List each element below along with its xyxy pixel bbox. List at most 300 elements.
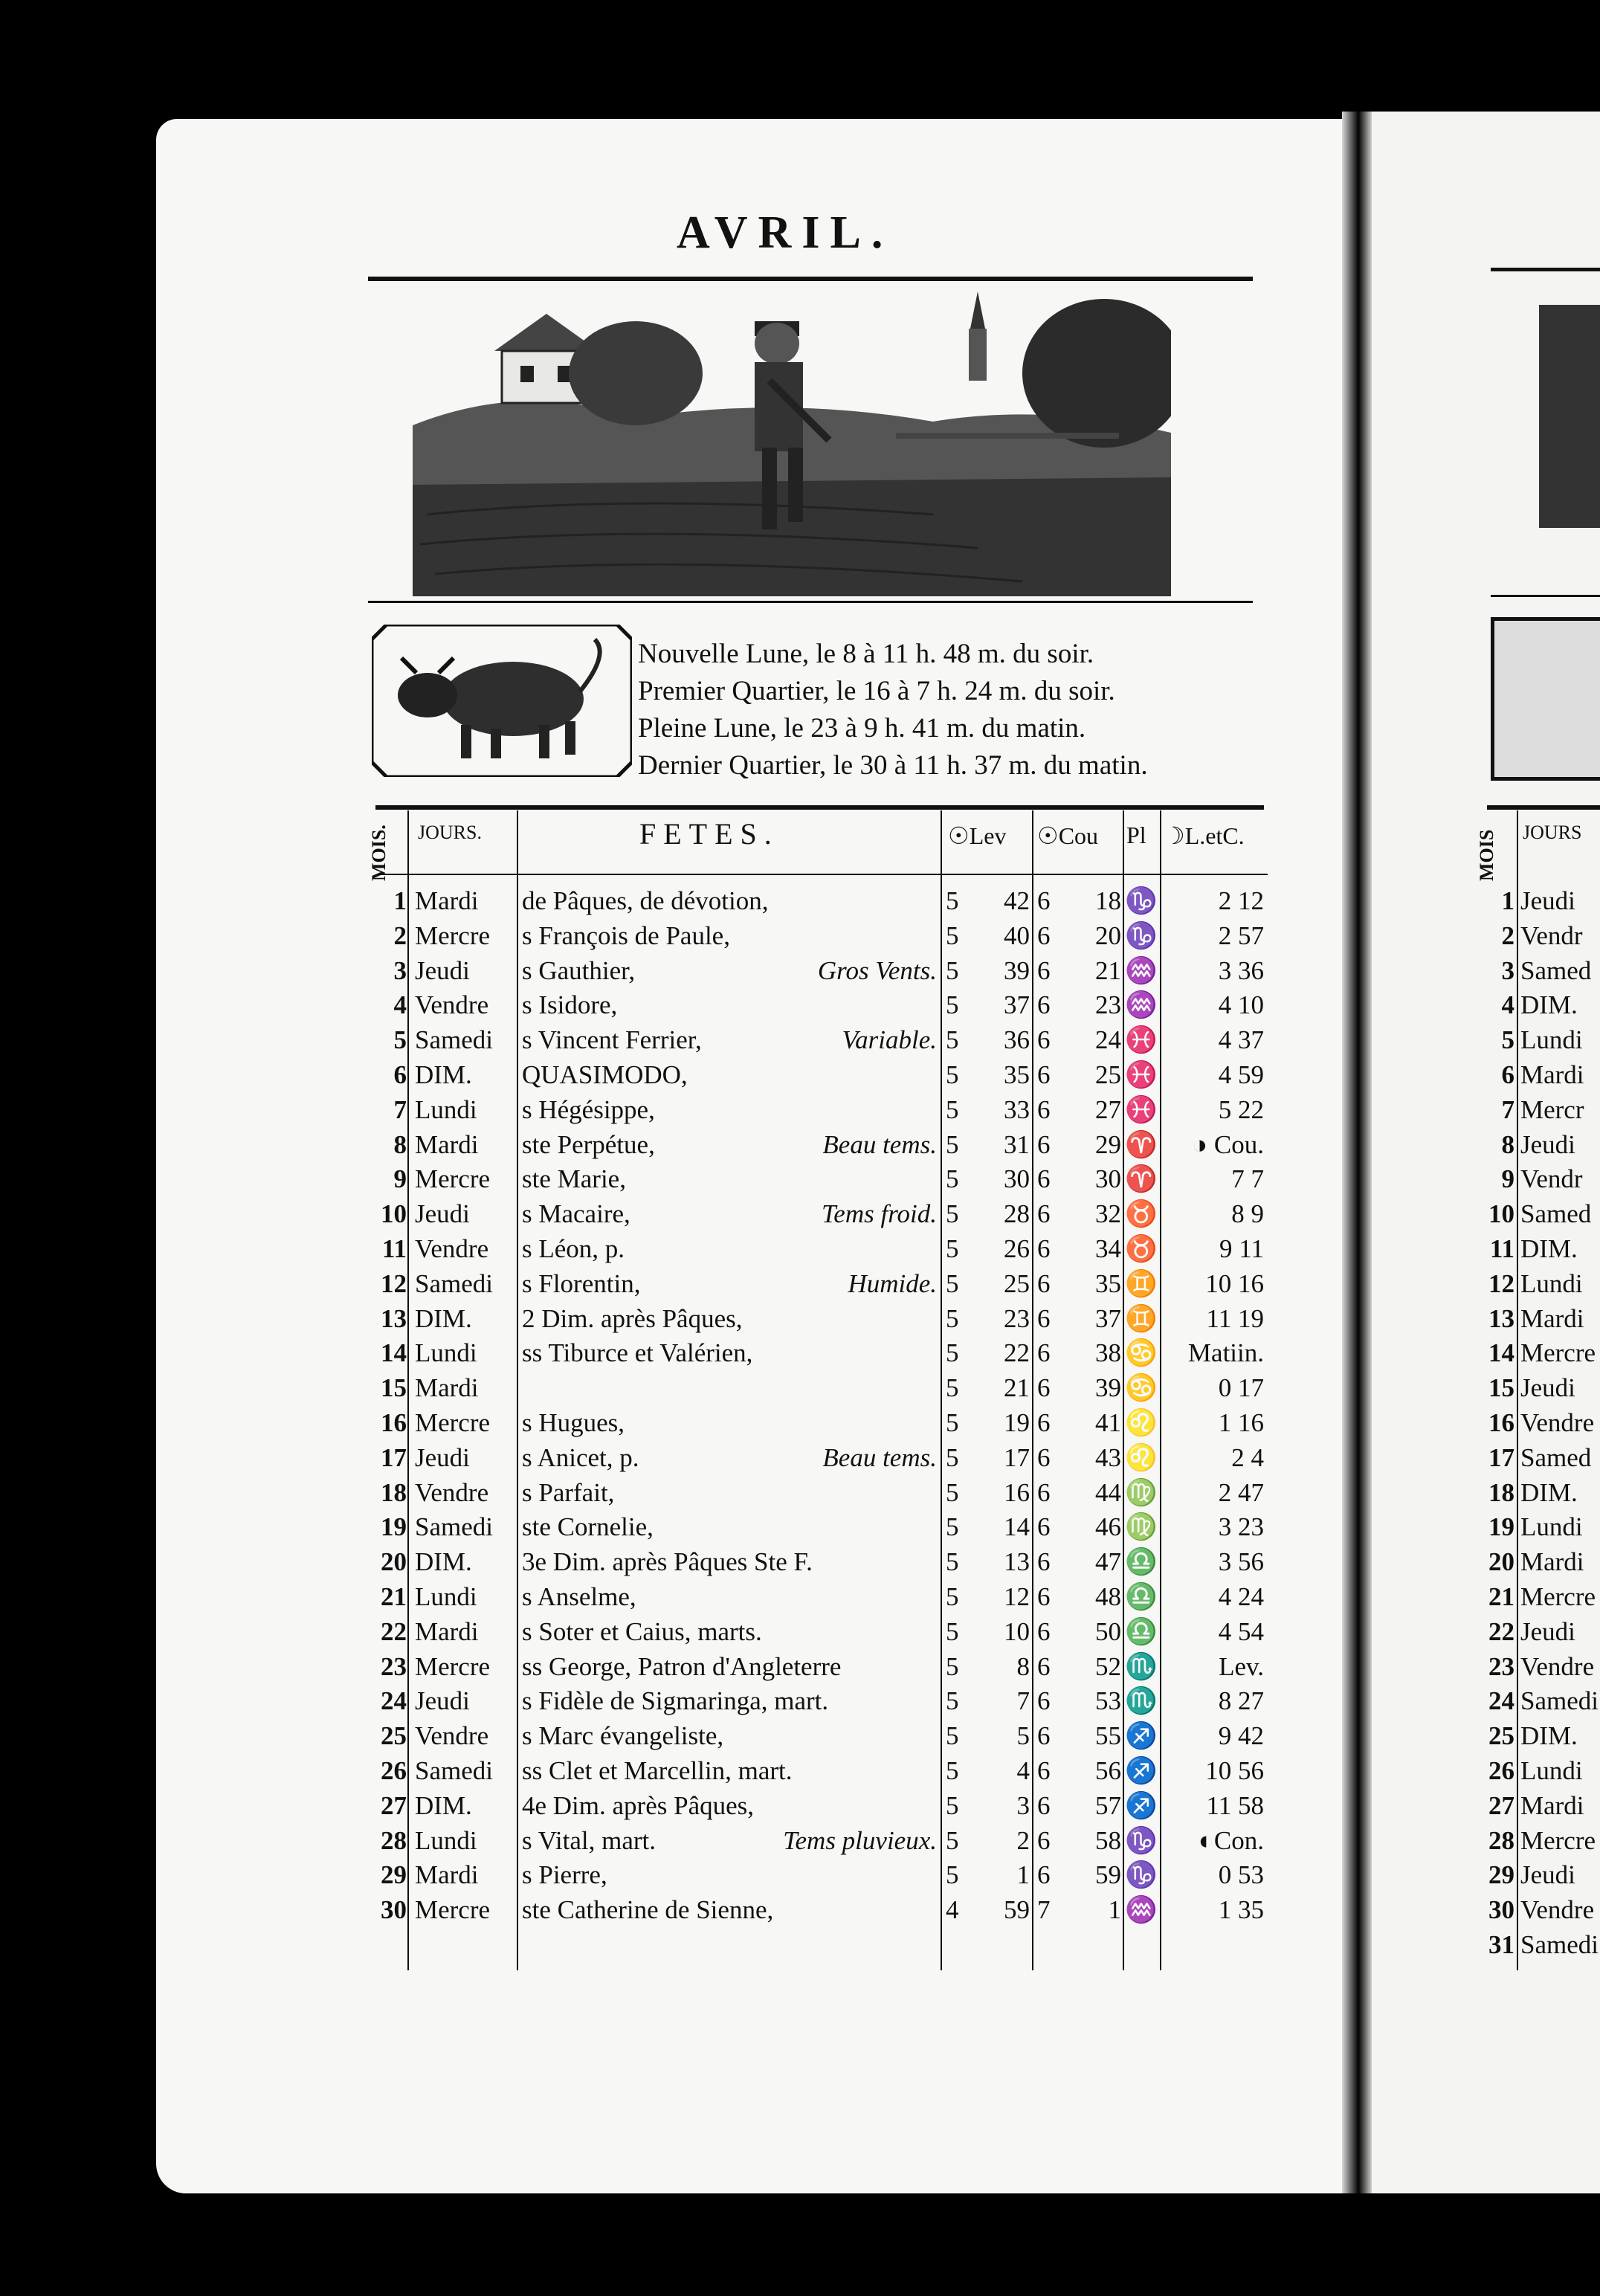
sunset-hour: 6 [1037, 1025, 1051, 1055]
sunset-hour: 6 [1037, 1721, 1051, 1751]
sunset-minute: 30 [1095, 1164, 1121, 1194]
sunset-hour: 6 [1037, 1303, 1051, 1333]
sunset-minute: 55 [1095, 1721, 1121, 1751]
weekday: Samedi [415, 1268, 493, 1298]
weekday: Mardi [1520, 1547, 1584, 1577]
moon-rise-set: 7 7 [1231, 1164, 1264, 1194]
day-number: 8 [393, 1129, 407, 1159]
sunset-hour: 6 [1037, 886, 1051, 915]
feast: s Isidore, [522, 990, 618, 1020]
farmer-sowing-engraving [413, 291, 1171, 596]
zodiac-sign: ♎ [1125, 1616, 1158, 1646]
sunrise-minute: 26 [1004, 1234, 1030, 1263]
sunrise-minute: 4 [1016, 1756, 1030, 1785]
next-engraving [1539, 305, 1600, 528]
weekday: Mardi [415, 886, 479, 915]
weekday: Samedi [1520, 1686, 1599, 1716]
header-jours: JOURS. [418, 822, 482, 843]
sunset-minute: 57 [1095, 1790, 1121, 1820]
feast: 3e Dim. après Pâques Ste F. [522, 1547, 813, 1577]
weekday: Samedi [415, 1512, 493, 1542]
moon-rise-set: 8 27 [1218, 1686, 1264, 1716]
table-row [0, 1614, 1600, 1649]
sunrise-minute: 37 [1004, 990, 1030, 1020]
day-number: 29 [1488, 1860, 1514, 1890]
day-number: 14 [1488, 1338, 1514, 1368]
day-number: 6 [393, 1060, 407, 1089]
sunrise-hour: 5 [946, 1199, 959, 1229]
next-title-rule [1491, 268, 1600, 271]
weekday: Vendre [415, 990, 489, 1020]
weekday: Jeudi [1520, 1860, 1575, 1890]
sunrise-minute: 36 [1004, 1025, 1030, 1055]
sunrise-hour: 5 [946, 1164, 959, 1194]
sunrise-hour: 5 [946, 1442, 959, 1472]
moon-rise-set: 11 19 [1206, 1303, 1264, 1333]
table-top-rule [375, 805, 1264, 810]
moon-rise-set: 1 35 [1218, 1895, 1264, 1925]
weekday: Samedi [415, 1025, 493, 1055]
weekday: Lundi [1520, 1756, 1583, 1785]
moon-phase-new: Nouvelle Lune, le 8 à 11 h. 48 m. du soir. [638, 639, 1094, 669]
day-number: 11 [381, 1234, 407, 1263]
weekday: Mercr [1520, 1094, 1584, 1124]
table-row [0, 1927, 1600, 1962]
sunrise-minute: 59 [1004, 1895, 1030, 1925]
sunset-minute: 43 [1095, 1442, 1121, 1472]
weekday: Vendre [415, 1234, 489, 1263]
zodiac-sign: ♑ [1125, 886, 1158, 915]
weekday: Mardi [415, 1129, 479, 1159]
feast: QUASIMODO, [522, 1060, 688, 1089]
sunrise-minute: 40 [1004, 920, 1030, 950]
sunset-minute: 44 [1095, 1477, 1121, 1507]
day-number: 16 [1488, 1408, 1514, 1437]
sunrise-minute: 28 [1004, 1199, 1030, 1229]
moon-rise-set: ◐Con. [1198, 1825, 1264, 1855]
table-row [0, 1161, 1600, 1196]
feast: 2 Dim. après Pâques, [522, 1303, 743, 1333]
moon-rise-set: 9 11 [1219, 1234, 1264, 1263]
weekday: Mercre [1520, 1338, 1596, 1368]
zodiac-sign: ♍ [1125, 1512, 1158, 1542]
sunrise-minute: 39 [1004, 955, 1030, 985]
taurus-bull-icon [372, 625, 632, 777]
sunrise-hour: 5 [946, 1825, 959, 1855]
moon-rise-set: 2 4 [1231, 1442, 1264, 1472]
sunrise-hour: 5 [946, 1129, 959, 1159]
weekday: Vendre [415, 1721, 489, 1751]
moon-rise-set: 2 57 [1218, 920, 1264, 950]
zodiac-sign: ♉ [1125, 1234, 1158, 1263]
table-row [0, 1335, 1600, 1370]
sunset-minute: 32 [1095, 1199, 1121, 1229]
feast: s Fidèle de Sigmaringa, mart. [522, 1686, 829, 1716]
sunset-minute: 24 [1095, 1025, 1121, 1055]
day-number: 19 [381, 1512, 407, 1542]
sunset-minute: 34 [1095, 1234, 1121, 1263]
title-rule [368, 277, 1253, 281]
sunset-hour: 6 [1037, 1686, 1051, 1716]
sunset-minute: 29 [1095, 1129, 1121, 1159]
sun-icon: ☉ [1037, 822, 1059, 849]
sunrise-minute: 7 [1016, 1686, 1030, 1716]
day-number: 11 [1489, 1234, 1514, 1263]
day-number: 15 [381, 1373, 407, 1403]
table-row [0, 1683, 1600, 1718]
weekday: Mardi [415, 1373, 479, 1403]
sunrise-hour: 5 [946, 1373, 959, 1403]
feast: s Macaire, [522, 1199, 630, 1229]
day-number: 12 [381, 1268, 407, 1298]
table-row [0, 1370, 1600, 1405]
zodiac-sign: ♒ [1125, 1895, 1158, 1925]
weekday: Jeudi [415, 1199, 470, 1229]
sunrise-minute: 5 [1016, 1721, 1030, 1751]
sunset-minute: 27 [1095, 1094, 1121, 1124]
sunset-hour: 6 [1037, 1547, 1051, 1577]
table-row [0, 1544, 1600, 1579]
moon-rise-set: 2 47 [1218, 1477, 1264, 1507]
day-number: 28 [381, 1825, 407, 1855]
feast: s Hégésippe, [522, 1094, 655, 1124]
sunset-minute: 59 [1095, 1860, 1121, 1890]
table-row [0, 1231, 1600, 1266]
day-number: 23 [1488, 1651, 1514, 1681]
zodiac-sign: ♓ [1125, 1025, 1158, 1055]
sunrise-hour: 5 [946, 1721, 959, 1751]
sunrise-hour: 5 [946, 1234, 959, 1263]
zodiac-sign: ♉ [1125, 1199, 1158, 1229]
moon-rise-set: 10 56 [1205, 1756, 1264, 1785]
sunset-hour: 6 [1037, 1582, 1051, 1611]
weekday: DIM. [415, 1060, 472, 1089]
day-number: 24 [381, 1686, 407, 1716]
zodiac-sign: ♐ [1125, 1721, 1158, 1751]
sunrise-hour: 4 [946, 1895, 959, 1925]
sunset-hour: 6 [1037, 1338, 1051, 1368]
sunrise-hour: 5 [946, 1060, 959, 1089]
feast: s François de Paule, [522, 920, 730, 950]
feast: s Vincent Ferrier, [522, 1025, 702, 1055]
sunrise-hour: 5 [946, 1860, 959, 1890]
day-number: 14 [381, 1338, 407, 1368]
weather-note: Humide. [848, 1268, 937, 1298]
sunset-minute: 37 [1095, 1303, 1121, 1333]
zodiac-sign: ♊ [1125, 1268, 1158, 1298]
feast: ss Clet et Marcellin, mart. [522, 1756, 793, 1785]
day-number: 7 [1501, 1094, 1514, 1124]
table-row [0, 1579, 1600, 1614]
zodiac-sign: ♏ [1125, 1651, 1158, 1681]
weekday: Vendr [1520, 920, 1583, 950]
sunset-hour: 6 [1037, 1164, 1051, 1194]
zodiac-sign: ♈ [1125, 1129, 1158, 1159]
feast: s Florentin, [522, 1268, 641, 1298]
day-number: 16 [381, 1408, 407, 1437]
weather-note: Gros Vents. [817, 955, 937, 985]
weather-note: Tems froid. [822, 1199, 937, 1229]
day-number: 7 [393, 1094, 407, 1124]
weekday: DIM. [415, 1303, 472, 1333]
table-row [0, 1857, 1600, 1892]
feast: ste Catherine de Sienne, [522, 1895, 774, 1925]
weekday: DIM. [1520, 1234, 1578, 1263]
day-number: 6 [1501, 1060, 1514, 1089]
sunrise-hour: 5 [946, 1651, 959, 1681]
moon-phase-full: Pleine Lune, le 23 à 9 h. 41 m. du matin. [638, 713, 1086, 744]
sunset-minute: 53 [1095, 1686, 1121, 1716]
table-row [0, 1823, 1600, 1858]
sunset-hour: 6 [1037, 1094, 1051, 1124]
sunrise-minute: 35 [1004, 1060, 1030, 1089]
header-rule [379, 874, 1268, 875]
day-number: 4 [1501, 990, 1514, 1020]
day-number: 4 [393, 990, 407, 1020]
moon-rise-set: 11 58 [1206, 1790, 1264, 1820]
day-number: 5 [1501, 1025, 1514, 1055]
moon-rise-set: 9 42 [1218, 1721, 1264, 1751]
sunrise-minute: 21 [1004, 1373, 1030, 1403]
weekday: Mercre [1520, 1582, 1596, 1611]
moon-phase-first-quarter: Premier Quartier, le 16 à 7 h. 24 m. du soir. [638, 676, 1115, 706]
next-table-rule [1487, 805, 1600, 810]
weekday: Mercre [415, 1895, 491, 1925]
weekday: Lundi [1520, 1025, 1583, 1055]
weekday: Mardi [1520, 1790, 1584, 1820]
weekday: DIM. [1520, 1721, 1578, 1751]
table-row [0, 1509, 1600, 1544]
sunrise-minute: 25 [1004, 1268, 1030, 1298]
sunset-hour: 6 [1037, 955, 1051, 985]
moon-rise-set: 1 16 [1218, 1408, 1264, 1437]
day-number: 22 [1488, 1616, 1514, 1646]
sunset-hour: 7 [1037, 1895, 1051, 1925]
sunrise-minute: 3 [1016, 1790, 1030, 1820]
weekday: Lundi [415, 1338, 477, 1368]
weekday: Mercre [1520, 1825, 1596, 1855]
zodiac-sign: ♑ [1125, 1825, 1158, 1855]
table-row [0, 1266, 1600, 1301]
moon-rise-set: 2 12 [1218, 886, 1264, 915]
feast: s Anselme, [522, 1582, 636, 1611]
moon-phases [638, 636, 1148, 784]
moon-rise-set: 0 53 [1218, 1860, 1264, 1890]
day-number: 13 [381, 1303, 407, 1333]
zodiac-sign: ♈ [1125, 1164, 1158, 1194]
weather-note: Beau tems. [822, 1442, 937, 1472]
sunset-hour: 6 [1037, 1442, 1051, 1472]
weekday: Samed [1520, 1199, 1592, 1229]
zodiac-sign: ♌ [1125, 1408, 1158, 1437]
day-number: 13 [1488, 1303, 1514, 1333]
feast: ste Marie, [522, 1164, 626, 1194]
sunset-minute: 23 [1095, 990, 1121, 1020]
weekday: Jeudi [415, 1442, 470, 1472]
sunrise-minute: 33 [1004, 1094, 1030, 1124]
feast: s Marc évangeliste, [522, 1721, 724, 1751]
sunset-minute: 48 [1095, 1582, 1121, 1611]
day-number: 3 [1501, 955, 1514, 985]
header-mois: MOIS. [368, 825, 390, 881]
zodiac-sign: ♑ [1125, 1860, 1158, 1890]
feast: 4e Dim. après Pâques, [522, 1790, 755, 1820]
sunset-hour: 6 [1037, 1060, 1051, 1089]
feast: s Parfait, [522, 1477, 615, 1507]
zodiac-sign: ♋ [1125, 1373, 1158, 1403]
table-row [0, 1405, 1600, 1440]
sunrise-hour: 5 [946, 1303, 959, 1333]
day-number: 30 [1488, 1895, 1514, 1925]
day-number: 9 [393, 1164, 407, 1194]
zodiac-sign: ♐ [1125, 1790, 1158, 1820]
table-row [0, 1092, 1600, 1127]
sunset-minute: 46 [1095, 1512, 1121, 1542]
moon-phase-last-quarter: Dernier Quartier, le 30 à 11 h. 37 m. du matin. [638, 750, 1148, 781]
sunrise-minute: 14 [1004, 1512, 1030, 1542]
sunset-minute: 58 [1095, 1825, 1121, 1855]
sunset-minute: 56 [1095, 1756, 1121, 1785]
zodiac-sign: ♐ [1125, 1756, 1158, 1785]
sunset-hour: 6 [1037, 1825, 1051, 1855]
weekday: Mardi [1520, 1303, 1584, 1333]
moon-rise-set: 4 37 [1218, 1025, 1264, 1055]
day-number: 22 [381, 1616, 407, 1646]
weekday: Lundi [1520, 1268, 1583, 1298]
sunrise-minute: 8 [1016, 1651, 1030, 1681]
weekday: Mercre [415, 1651, 491, 1681]
weekday: Mardi [415, 1616, 479, 1646]
sunrise-hour: 5 [946, 1582, 959, 1611]
day-number: 2 [1501, 920, 1514, 950]
table-row [0, 1788, 1600, 1823]
sunset-hour: 6 [1037, 990, 1051, 1020]
sunrise-hour: 5 [946, 1790, 959, 1820]
table-row [0, 1301, 1600, 1336]
day-number: 1 [1501, 886, 1514, 915]
day-number: 5 [393, 1025, 407, 1055]
sunrise-minute: 31 [1004, 1129, 1030, 1159]
day-number: 27 [381, 1790, 407, 1820]
weekday: Mardi [1520, 1060, 1584, 1089]
sunset-hour: 6 [1037, 1790, 1051, 1820]
sunset-minute: 20 [1095, 920, 1121, 950]
day-number: 18 [381, 1477, 407, 1507]
sunrise-minute: 30 [1004, 1164, 1030, 1194]
sunset-hour: 6 [1037, 1268, 1051, 1298]
sunrise-hour: 5 [946, 1547, 959, 1577]
zodiac-sign: ♎ [1125, 1582, 1158, 1611]
moon-rise-set: 4 10 [1218, 990, 1264, 1020]
day-number: 28 [1488, 1825, 1514, 1855]
sunrise-minute: 17 [1004, 1442, 1030, 1472]
sunset-minute: 39 [1095, 1373, 1121, 1403]
weekday: Lundi [1520, 1512, 1583, 1542]
weekday: Jeudi [415, 955, 470, 985]
zodiac-sign: ♊ [1125, 1303, 1158, 1333]
moon-rise-set: 3 36 [1218, 955, 1264, 985]
weekday: Mercre [415, 1164, 491, 1194]
moon-rise-set: 4 24 [1218, 1582, 1264, 1611]
table-row [0, 1649, 1600, 1684]
sunset-hour: 6 [1037, 1651, 1051, 1681]
sunset-hour: 6 [1037, 1408, 1051, 1437]
day-number: 10 [381, 1199, 407, 1229]
weekday: Lundi [415, 1825, 477, 1855]
sunrise-hour: 5 [946, 1686, 959, 1716]
day-number: 26 [381, 1756, 407, 1785]
next-zodiac-box [1491, 617, 1600, 781]
sunset-minute: 18 [1095, 886, 1121, 915]
sunset-hour: 6 [1037, 1373, 1051, 1403]
day-number: 17 [381, 1442, 407, 1472]
table-row [0, 987, 1600, 1022]
feast: s Anicet, p. [522, 1442, 639, 1472]
weekday: DIM. [415, 1547, 472, 1577]
day-number: 31 [1488, 1930, 1514, 1959]
header-pl: Pl [1126, 822, 1146, 848]
day-number: 27 [1488, 1790, 1514, 1820]
weekday: Lundi [415, 1582, 477, 1611]
weekday: Vendre [1520, 1895, 1595, 1925]
zodiac-sign: ♋ [1125, 1338, 1158, 1368]
sunset-minute: 50 [1095, 1616, 1121, 1646]
sunset-minute: 47 [1095, 1547, 1121, 1577]
feast: ste Perpétue, [522, 1129, 655, 1159]
sunrise-minute: 19 [1004, 1408, 1030, 1437]
moon-rise-set: Lev. [1219, 1651, 1264, 1681]
sunrise-hour: 5 [946, 1268, 959, 1298]
table-row [0, 883, 1600, 918]
sunset-hour: 6 [1037, 1199, 1051, 1229]
sunset-hour: 6 [1037, 1512, 1051, 1542]
weekday: Vendr [1520, 1164, 1583, 1194]
moon-rise-set: 10 16 [1205, 1268, 1264, 1298]
sunrise-minute: 2 [1016, 1825, 1030, 1855]
sunset-minute: 1 [1108, 1895, 1121, 1925]
sunset-hour: 6 [1037, 1129, 1051, 1159]
zodiac-sign: ♓ [1125, 1060, 1158, 1089]
sunset-hour: 6 [1037, 1477, 1051, 1507]
day-number: 3 [393, 955, 407, 985]
weather-note: Tems pluvieux. [783, 1825, 937, 1855]
header-fetes: FETES. [639, 817, 779, 851]
day-number: 25 [1488, 1721, 1514, 1751]
feast: s Pierre, [522, 1860, 607, 1890]
moon-rise-set: ◑ Cou. [1192, 1129, 1264, 1159]
sunrise-minute: 12 [1004, 1582, 1030, 1611]
header-cou: ☉Cou [1037, 822, 1099, 849]
sunrise-hour: 5 [946, 990, 959, 1020]
day-number: 18 [1488, 1477, 1514, 1507]
table-row [0, 953, 1600, 988]
sunset-hour: 6 [1037, 1860, 1051, 1890]
feast: ste Cornelie, [522, 1512, 654, 1542]
table-row [0, 1440, 1600, 1475]
sunrise-minute: 42 [1004, 886, 1030, 915]
sunset-minute: 25 [1095, 1060, 1121, 1089]
table-row [0, 1753, 1600, 1788]
zodiac-sign: ♒ [1125, 990, 1158, 1020]
weekday: Lundi [415, 1094, 477, 1124]
moon-rise-set: Matiin. [1187, 1338, 1264, 1368]
day-number: 15 [1488, 1373, 1514, 1403]
weather-note: Variable. [842, 1025, 937, 1055]
sunrise-hour: 5 [946, 1756, 959, 1785]
sunrise-hour: 5 [946, 1408, 959, 1437]
weekday: Jeudi [1520, 1616, 1575, 1646]
weekday: Vendre [1520, 1651, 1595, 1681]
